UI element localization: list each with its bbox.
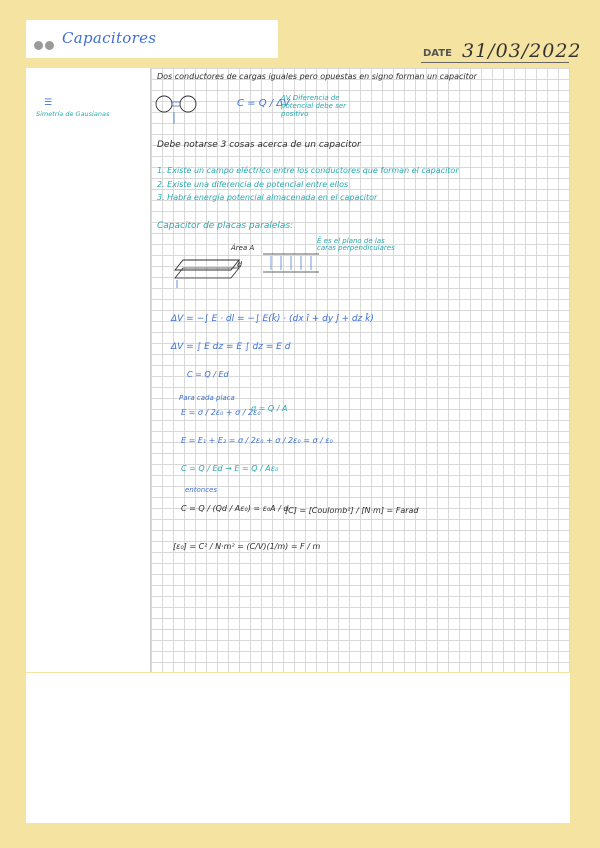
equation-6: C = Q / Ed → E = Q / Aε₀ [181,464,279,473]
field-note: Ê es el plano de las caras perpendiculares [317,237,395,252]
notebook-page [26,68,570,672]
sidebar-note: Simetría de Gausianas [36,110,110,118]
blank-notes-panel [26,673,570,823]
section-heading: Capacitor de placas paralelas: [157,221,294,231]
point-2: 2. Existe una diferencia de potencial entre ellos [157,180,349,189]
equation-7: C = Q / (Qd / Aε₀) = ε₀A / d [181,504,289,513]
page-title: Capacitores [62,29,157,47]
equation-5: E = E₁ + E₂ = σ / 2ε₀ + σ / 2ε₀ = σ / ε₀ [181,436,333,445]
distance-label: d [237,260,243,269]
note-line-1: Dos conductores de cargas iguales pero opuestas en signo forman un capacitor [157,72,477,81]
equation-3: C = Q / Ed [187,370,229,379]
therefore-label: entonces [185,486,218,494]
title-card [26,20,278,58]
window-dots [34,35,56,54]
for-each-plate: Para cada placa [179,394,235,402]
sidebar [26,68,151,672]
date-value: 31/03/2022 [462,40,582,62]
field-lines-diagram [261,252,325,274]
list-icon: ☰ [44,98,53,108]
area-label: Área A [231,244,255,252]
date-underline [421,62,569,63]
note-line-2: Debe notarse 3 cosas acerca de un capacitor [157,140,361,150]
equation-8: [C] = [Coulomb²] / [N·m] = Farad [285,506,419,515]
charge-diagram [154,92,200,126]
point-1: 1. Existe un campo eléctrico entre los conductores que forman el capacitor [157,166,459,175]
sigma-definition: σ = Q / A [251,404,288,413]
point-3: 3. Habrá energía potencial almacenada en el capacitor [157,193,378,202]
potential-note: ΔV Diferencia de potencial debe ser positivo [281,94,347,118]
equation-1: ΔV = −∫ E · dl = −∫ E(k̂) · (dx î + dy ĵ + dz k̂) [171,314,374,324]
equation-2: ΔV = ∫ E dz = E ∫ dz = E d [171,342,291,352]
dot-icon [45,41,54,50]
capacitance-definition: C = Q / ΔV [237,98,290,109]
equation-9: [ε₀] = C² / N·m² = (C/V)(1/m) = F / m [173,542,321,551]
dot-icon [34,41,43,50]
date-label: DATE [423,48,452,59]
grid-area [151,68,570,672]
equation-4: E = σ / 2ε₀ + σ / 2ε₀ [181,408,261,417]
parallel-plates-diagram [175,246,265,290]
